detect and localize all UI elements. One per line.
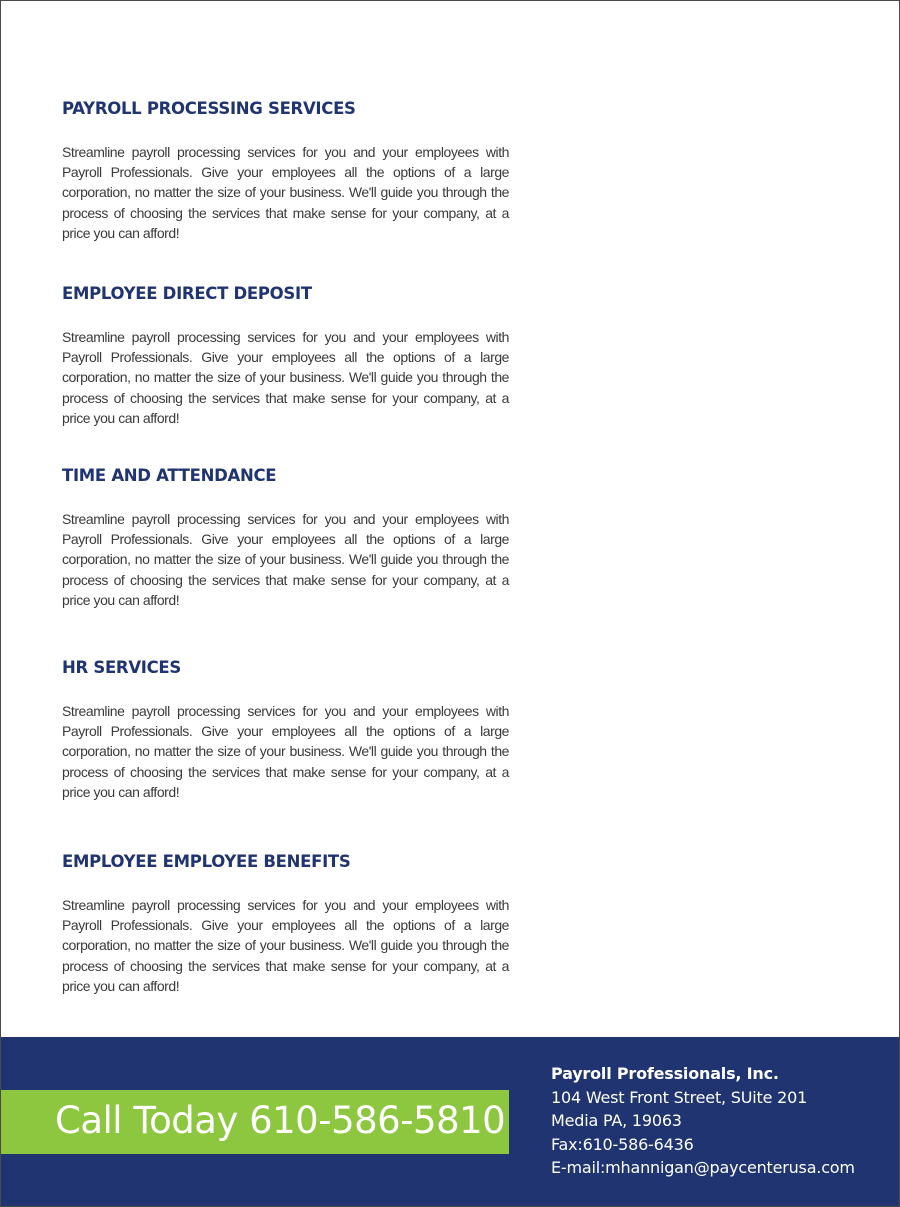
section-body: Streamline payroll processing services for you and your employees with Payroll Professionals. Give your employees all the options of a large corporation, no matter the size of your business. We'll guide you through the process of choosing the services that make sense for your company, at a price you can afford! [62, 511, 509, 608]
section-title: EMPLOYEE DIRECT DEPOSIT [62, 284, 312, 303]
call-today-text: Call Today 610-586-5810 [55, 1099, 506, 1142]
section-direct-deposit [62, 283, 509, 428]
company-name: Payroll Professionals, Inc. [551, 1064, 779, 1083]
contact-block [551, 1062, 855, 1180]
email-address: E-mail:mhannigan@paycenterusa.com [551, 1158, 855, 1177]
section-body: Streamline payroll processing services for you and your employees with Payroll Professionals. Give your employees all the options of a large corporation, no matter the size of your business. We'll guide you through the process of choosing the services that make sense for your company, at a price you can afford! [62, 897, 509, 994]
call-today-banner [1, 1090, 509, 1154]
section-title: HR SERVICES [62, 658, 181, 677]
section-time-attendance [62, 465, 509, 610]
section-title: TIME AND ATTENDANCE [62, 466, 277, 485]
section-body: Streamline payroll processing services for you and your employees with Payroll Professionals. Give your employees all the options of a large corporation, no matter the size of your business. We'll guide you through the process of choosing the services that make sense for your company, at a price you can afford! [62, 144, 509, 241]
address-line-2: Media PA, 19063 [551, 1111, 682, 1130]
section-payroll-processing [62, 98, 509, 243]
section-body: Streamline payroll processing services for you and your employees with Payroll Professionals. Give your employees all the options of a large corporation, no matter the size of your business. We'll guide you through the process of choosing the services that make sense for your company, at a price you can afford! [62, 703, 509, 800]
section-body: Streamline payroll processing services for you and your employees with Payroll Professionals. Give your employees all the options of a large corporation, no matter the size of your business. We'll guide you through the process of choosing the services that make sense for your company, at a price you can afford! [62, 329, 509, 426]
section-title: PAYROLL PROCESSING SERVICES [62, 99, 356, 118]
address-line-1: 104 West Front Street, SUite 201 [551, 1087, 808, 1107]
section-title: EMPLOYEE EMPLOYEE BENEFITS [62, 852, 351, 871]
section-employee-benefits [62, 851, 509, 996]
section-hr-services [62, 657, 509, 802]
fax-number: Fax:610-586-6436 [551, 1134, 694, 1154]
footer-banner [1, 1037, 899, 1206]
